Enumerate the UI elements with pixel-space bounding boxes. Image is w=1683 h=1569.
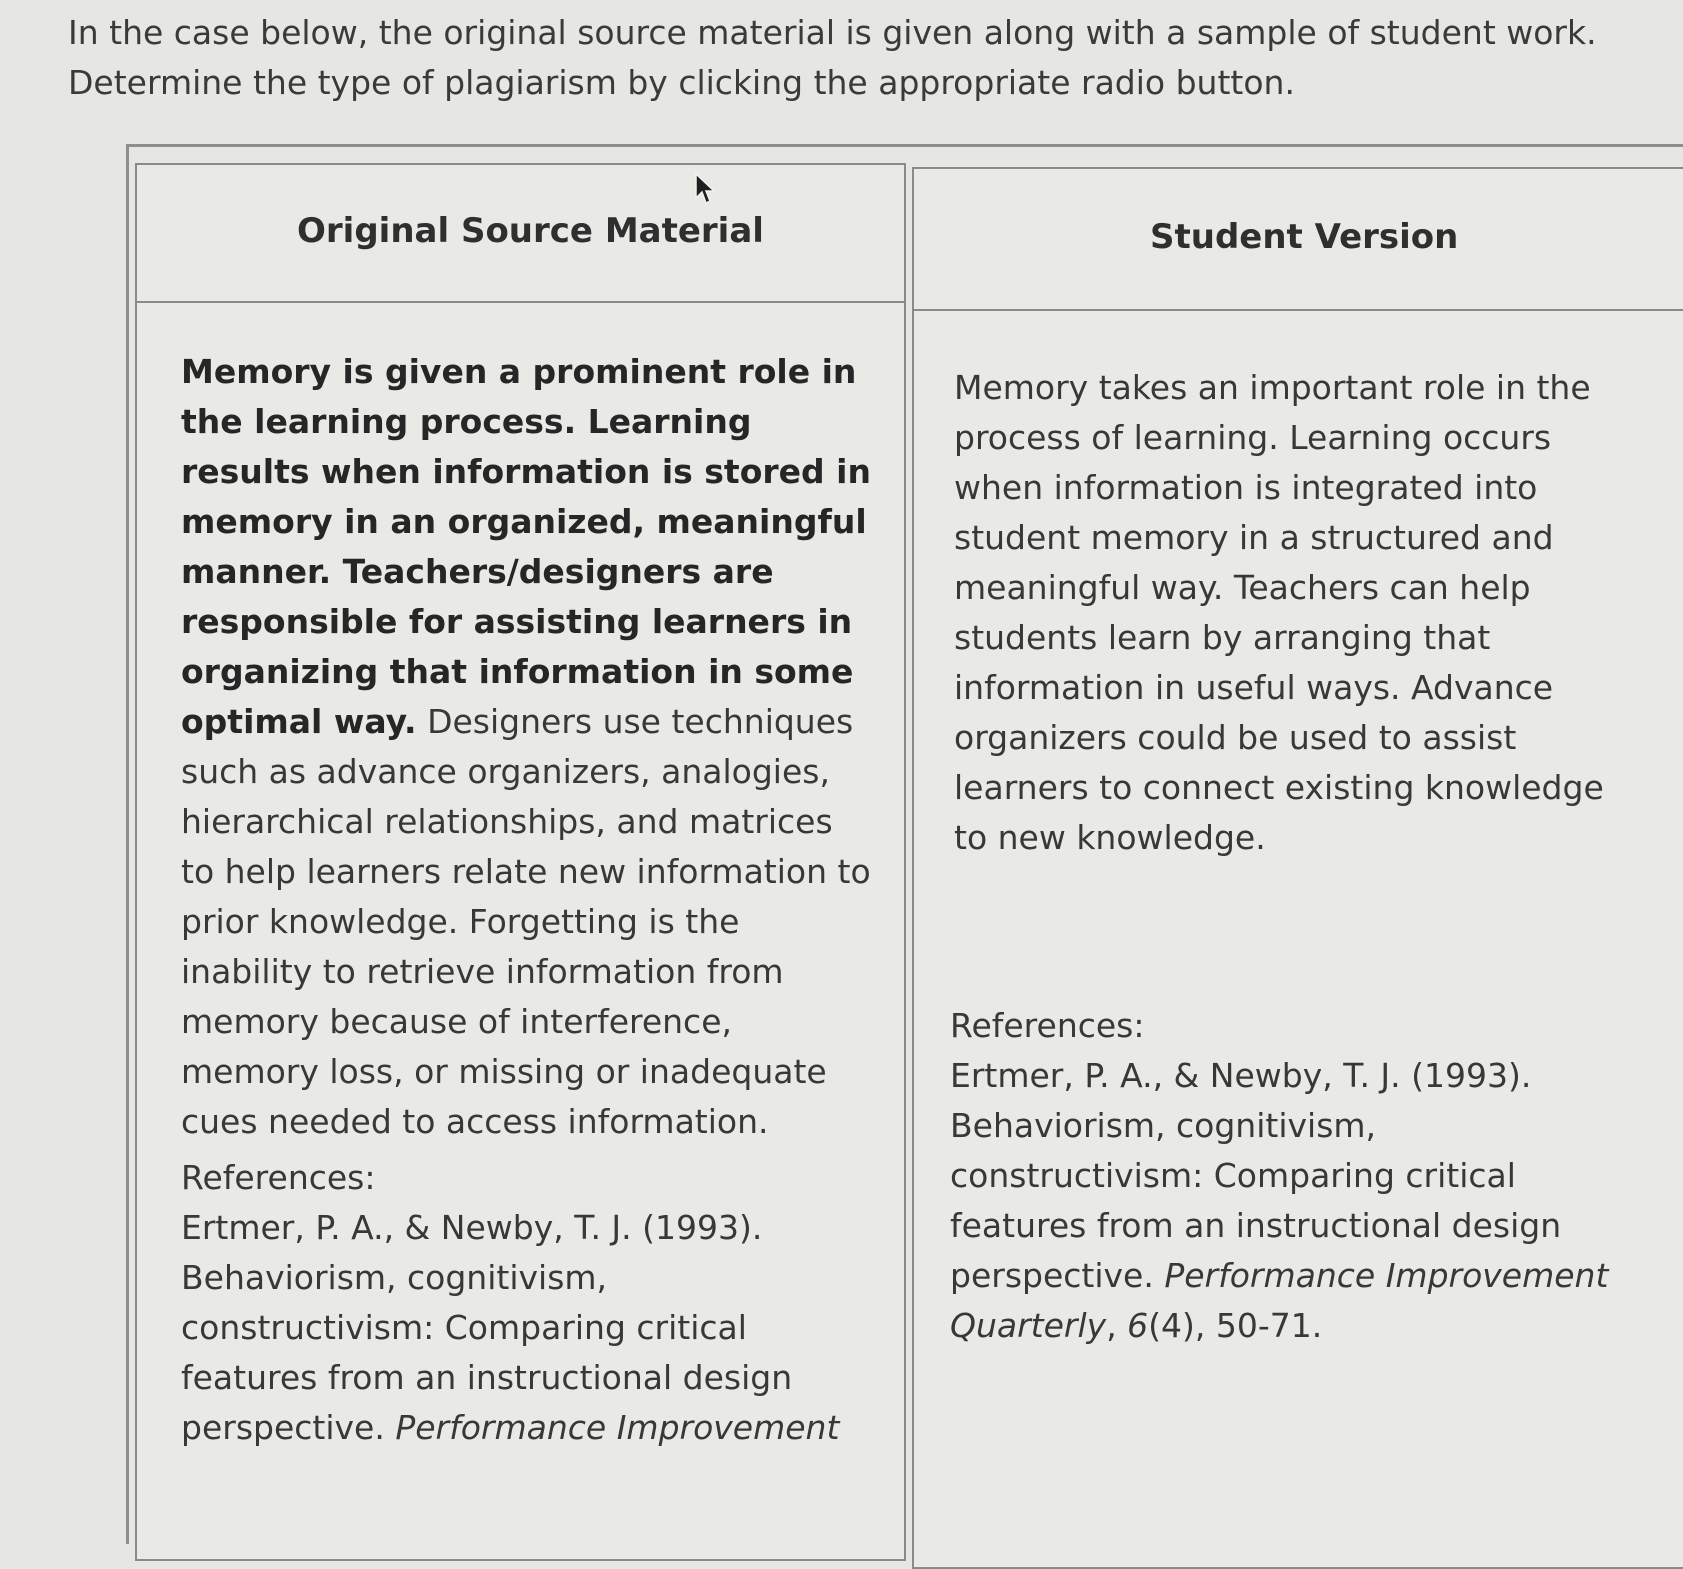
student-references	[950, 1001, 1630, 1351]
instructions-text: In the case below, the original source material is given along with a sample of student work. Determine the type of plagiarism by clicking the appropriate radio button.	[68, 13, 1597, 102]
student-citation-journal: Performance Improvement Quarterly	[950, 1256, 1609, 1345]
student-citation: Ertmer, P. A., & Newby, T. J. (1993). Behaviorism, cognitivism, constructivism: Comparing critical features from an instructional design perspective.	[950, 1056, 1562, 1295]
original-source-cell	[135, 301, 906, 1561]
student-column-heading: Student Version	[1150, 217, 1459, 257]
original-passage	[181, 347, 871, 1147]
student-citation-issue: (4), 50-71.	[1148, 1306, 1323, 1345]
original-references-label: References:	[181, 1158, 376, 1197]
original-column-heading: Original Source Material	[297, 211, 764, 251]
student-passage: Memory takes an important role in the process of learning. Learning occurs when information is integrated into student memory in a structured and meaningful way. Teachers can help students learn by arranging that information in useful ways. Advance organizers could be used to assist learners to connect existing knowledge to new knowledge.	[954, 368, 1604, 857]
original-passage-regular: Designers use techniques such as advance organizers, analogies, hierarchical relationships, and matrices to help learners relate new information to prior knowledge. Forgetting is the inability to retrieve information from memory because of interference, memory loss, or missing or inadequate cues needed to access information.	[181, 702, 871, 1141]
mouse-pointer-icon	[694, 172, 716, 206]
original-references	[181, 1153, 861, 1453]
student-version-cell	[912, 309, 1683, 1569]
student-references-label: References:	[950, 1006, 1145, 1045]
original-citation: Ertmer, P. A., & Newby, T. J. (1993). Behaviorism, cognitivism, constructivism: Comparing critical features from an instructional design perspective.	[181, 1208, 793, 1447]
original-citation-journal: Performance Improvement	[395, 1408, 840, 1447]
student-header-cell	[912, 167, 1683, 313]
student-citation-separator: ,	[1106, 1306, 1128, 1345]
student-citation-volume: 6	[1127, 1306, 1149, 1345]
original-header-cell	[135, 163, 906, 305]
comparison-table	[126, 144, 1683, 1544]
original-passage-bold: Memory is given a prominent role in the learning process. Learning results when information is stored in memory in an organized, meaningful manner. Teachers/designers are responsible for assisting learners in organizing that information in some optimal way.	[181, 352, 871, 741]
